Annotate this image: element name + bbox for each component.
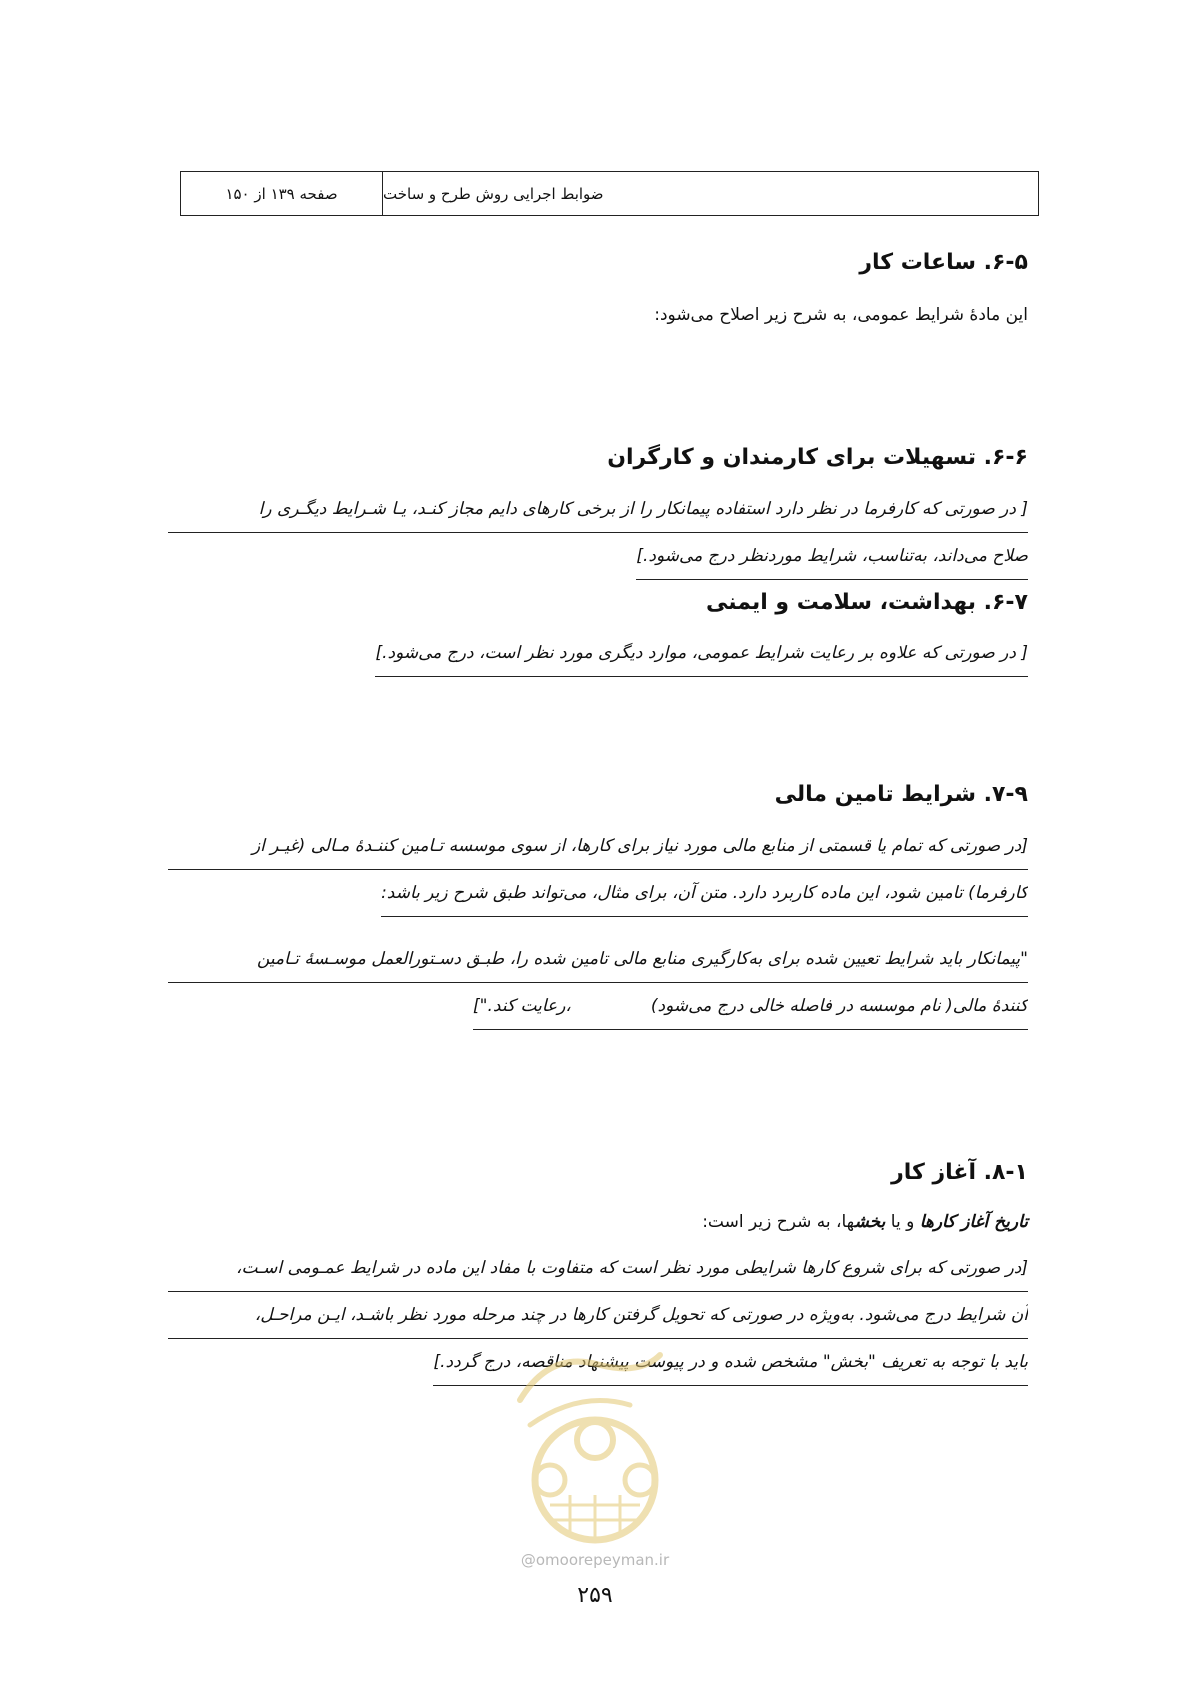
note-line: صلاح می‌داند، به‌تناسب، شرایط موردنظر درج می‌شود.] [636,533,1028,580]
section-heading-health-safety: ۶-۷. بهداشت، سلامت و ایمنی [705,590,1028,615]
note-fragment: کنندهٔ مالی( نام موسسه در فاصله خالی درج می‌شود) [650,996,1028,1016]
note-line: کارفرما) تامین شود، این ماده کاربرد دارد. متن آن، برای مثال، می‌تواند طبق شرح زیر باشد: [381,870,1028,917]
text-fragment: ها، به شرح زیر است: [702,1212,855,1232]
section-heading-financing: ۷-۹. شرایط تامین مالی [774,782,1028,807]
page-counter: صفحه ۱۳۹ از ۱۵۰ [181,172,383,215]
page-number: ۲۵۹ [577,1583,613,1608]
page-header-table [180,171,1039,216]
note-line: آن شرایط درج می‌شود. به‌ویژه در صورتی که تحویل گرفتن کارها در چند مرحله مورد نظر باشـد، ایـن مراحـل، [168,1292,1028,1339]
note-line: [در صورتی که برای شروع کارها شرایطی مورد نظر است که متفاوت با مفاد این ماده در شرایط عمـومی اسـت، [168,1245,1028,1292]
watermark-site-text: @omoorepeyman.ir [520,1551,670,1569]
note-line-with-blank [473,983,1028,1030]
section-heading-facilities: ۶-۶. تسهیلات برای کارمندان و کارگران [607,445,1028,470]
watermark-logo-icon [490,1330,700,1560]
section-heading-commencement: ۸-۱. آغاز کار [891,1160,1028,1185]
note-line: [در صورتی که تمام یا قسمتی از منابع مالی مورد نیاز برای کارها، از سوی موسسه تـامین کننـدهٔ مـالی (غیـر از [168,823,1028,870]
note-financing [168,823,1028,1049]
note-line: [ در صورتی که علاوه بر رعایت شرایط عمومی، موارد دیگری مورد نظر است، درج می‌شود.] [375,630,1028,677]
section-heading-working-hours: ۶-۵. ساعات کار [859,250,1028,275]
note-fragment: ،رعایت کند."] [473,996,571,1016]
emphasized-term: تاریخ آغاز کارها [919,1212,1028,1232]
note-facilities [168,486,1028,599]
note-line: باید با توجه به تعریف "بخش" مشخص شده و در پیوست پیشنهاد مناقصه، درج گردد.] [433,1339,1028,1386]
note-health-safety [168,630,1028,696]
text-fragment: و یا [885,1212,920,1232]
emphasized-term: بخش [854,1212,886,1232]
section-text-commencement [702,1212,1028,1232]
note-line: [ در صورتی که کارفرما در نظر دارد استفاده پیمانکار را از برخی کارهای دایم مجاز کنـد، یـا شـرایط دیگـری را [168,486,1028,533]
document-title: ضوابط اجرایی روش طرح و ساخت [383,184,604,203]
note-line: "پیمانکار باید شرایط تعیین شده برای به‌کارگیری منابع مالی تامین شده را، طبـق دسـتورالعمل موسـسهٔ تـامین [168,936,1028,983]
section-text-working-hours: این مادهٔ شرایط عمومی، به شرح زیر اصلاح می‌شود: [654,305,1028,325]
